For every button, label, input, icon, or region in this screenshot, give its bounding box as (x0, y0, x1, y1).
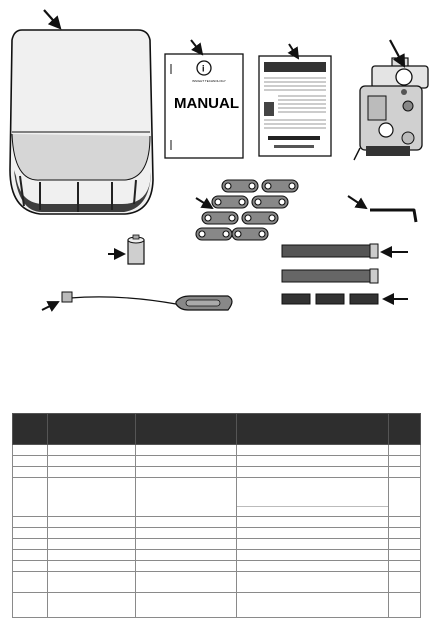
battery-icon (128, 235, 144, 264)
table-header-row (13, 414, 421, 445)
table-row (13, 456, 421, 467)
table-header-cell (13, 414, 48, 445)
table-row (13, 593, 421, 618)
instruction-card (259, 56, 331, 156)
pointer-arrow-icon (196, 198, 212, 208)
table-row (13, 467, 421, 478)
mounting-strap-long-2 (282, 269, 378, 283)
table-row (13, 478, 421, 517)
illuminator-device (354, 58, 428, 160)
rail-grabber-set (196, 180, 298, 240)
table-row (13, 561, 421, 572)
mounting-strap-long-1 (282, 244, 378, 258)
table-row (13, 528, 421, 539)
pointer-arrow-icon (348, 196, 366, 208)
table-header-cell (48, 414, 136, 445)
carry-pouch (10, 30, 153, 214)
remote-switch-icon (62, 292, 232, 310)
table-row (13, 445, 421, 456)
manual-brand-line: INSIGHT TECHNOLOGY (192, 79, 226, 83)
pointer-arrow-icon (191, 40, 202, 54)
manual-logo: i (202, 63, 205, 74)
table-row (13, 550, 421, 561)
pointer-arrow-icon (42, 302, 58, 310)
parts-list-table (12, 413, 421, 618)
pointer-arrow-icon (44, 10, 60, 28)
table-header-cell (237, 414, 389, 445)
mounting-strap-short-set (282, 294, 378, 304)
manual-title: MANUAL (174, 95, 239, 112)
manual-booklet (165, 54, 243, 158)
table-header-cell (136, 414, 237, 445)
table-row (13, 539, 421, 550)
table-row (13, 572, 421, 593)
allen-wrench-icon (370, 210, 416, 222)
table-row (13, 517, 421, 528)
table-header-cell (389, 414, 421, 445)
